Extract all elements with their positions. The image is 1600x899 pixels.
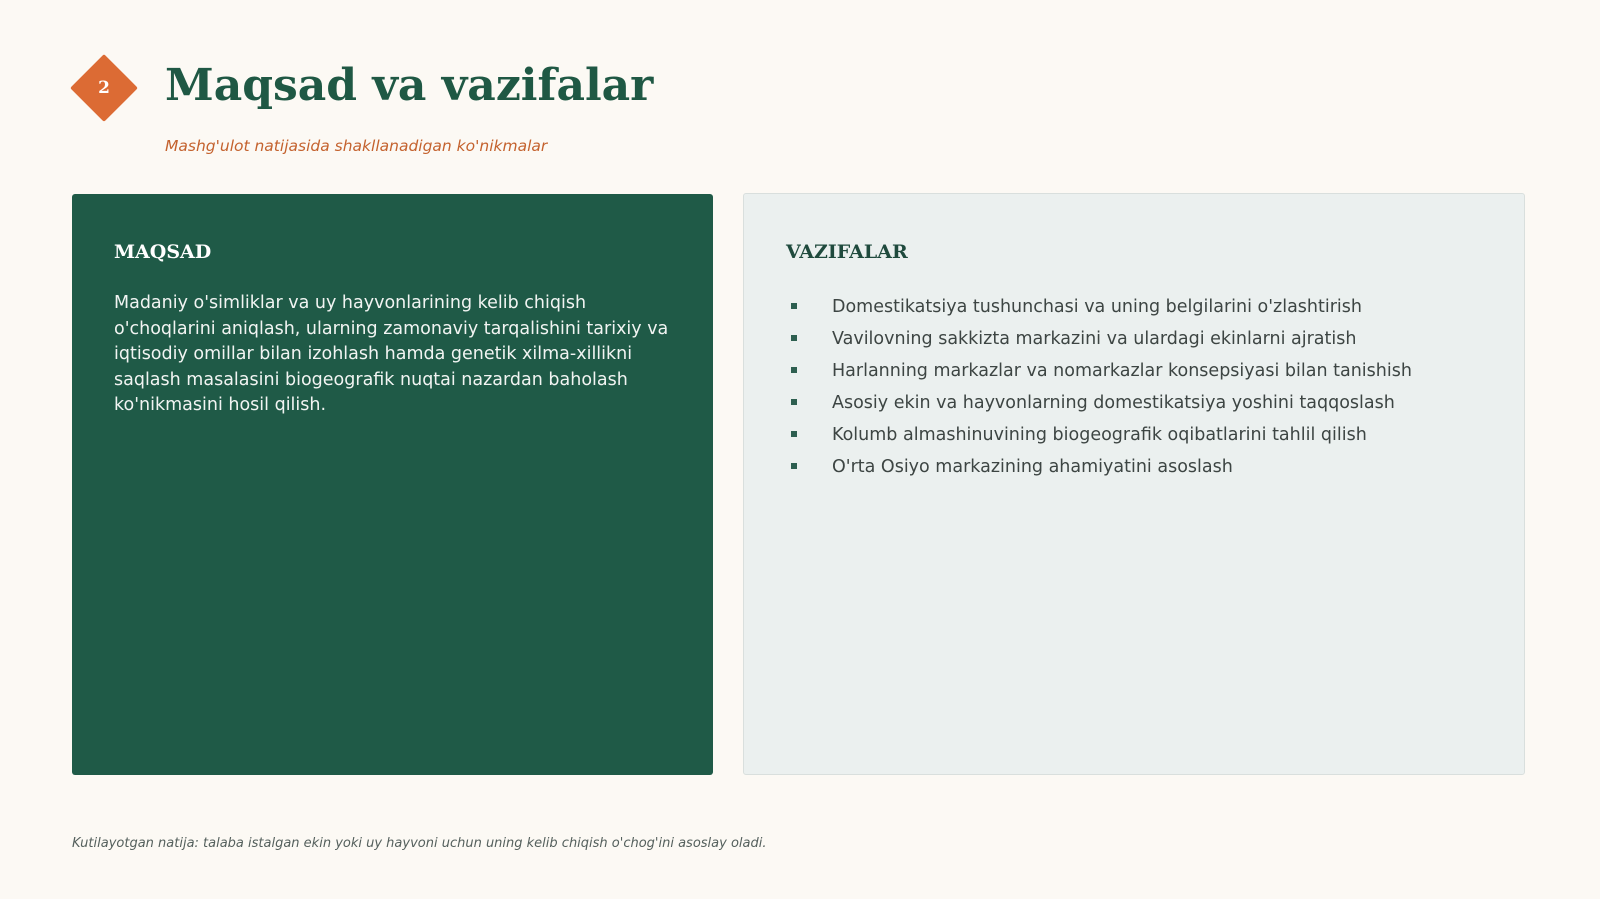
square-bullet-icon (791, 335, 797, 341)
page-subtitle: Mashg'ulot natijasida shakllanadigan ko'nikmalar (165, 137, 548, 155)
list-item (786, 419, 1482, 451)
list-item (786, 323, 1482, 355)
list-item-text: Harlanning markazlar va nomarkazlar konsepsiyasi bilan tanishish (832, 361, 1412, 381)
square-bullet-icon (791, 431, 797, 437)
square-bullet-icon (791, 399, 797, 405)
square-bullet-icon (791, 463, 797, 469)
square-bullet-icon (791, 303, 797, 309)
list-item (786, 355, 1482, 387)
page-title: Maqsad va vazifalar (165, 60, 654, 111)
list-item-text: Domestikatsiya tushunchasi va uning belgilarini o'zlashtirish (832, 297, 1362, 317)
list-item-text: Asosiy ekin va hayvonlarning domestikatsiya yoshini taqqoslash (832, 393, 1395, 413)
maqsad-card (72, 194, 713, 775)
list-item-text: Kolumb almashinuvining biogeografik oqibatlarini tahlil qilish (832, 425, 1367, 445)
list-item-text: O'rta Osiyo markazining ahamiyatini asoslash (832, 457, 1233, 477)
list-item (786, 387, 1482, 419)
list-item (786, 451, 1482, 483)
list-item-text: Vavilovning sakkizta markazini va ulardagi ekinlarni ajratish (832, 329, 1357, 349)
vazifalar-card (743, 193, 1525, 775)
slide-number: 2 (98, 78, 110, 98)
maqsad-heading: MAQSAD (114, 241, 212, 263)
vazifalar-heading: VAZIFALAR (786, 241, 908, 263)
list-item (786, 291, 1482, 323)
vazifalar-list (786, 291, 1482, 483)
expected-result-note: Kutilayotgan natija: talaba istalgan ekin yoki uy hayvoni uchun uning kelib chiqish o'chog'ini asoslay oladi. (72, 836, 767, 851)
square-bullet-icon (791, 367, 797, 373)
maqsad-text: Madaniy o'simliklar va uy hayvonlarining kelib chiqish o'choqlarini aniqlash, ularning zamonaviy tarqalishini tarixiy va iqtisodiy omillar bilan izohlash hamda genetik xilma-xillikni saqlash masalasini biogeografik nuqtai nazardan baholash ko'nikmasini hosil qilish. (114, 293, 669, 415)
